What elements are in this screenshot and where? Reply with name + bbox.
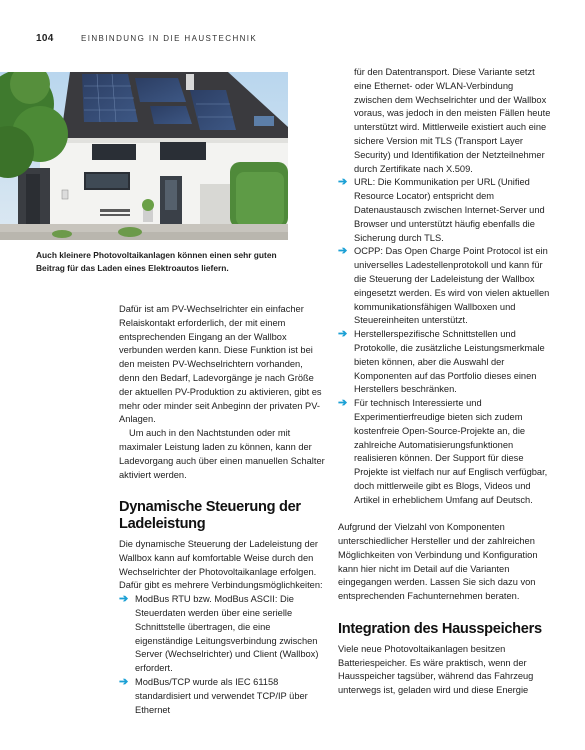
figure-caption: Auch kleinere Photovoltaikanlagen können einen sehr guten Beitrag für das Laden eines Elektroautos liefern. — [36, 250, 277, 273]
paragraph: Aufgrund der Vielzahl von Komponenten unterschiedlicher Hersteller und der zahlreichen Möglichkeiten von Verbindung und Konfiguration kann hier nicht im Detail auf die Varianten eingegangen werden. Lassen Sie sich dazu von entsprechenden Fachunternehmen beraten. — [338, 522, 538, 602]
paragraph: Die dynamische Steuerung der Ladeleistung der Wallbox kann auf komfortable Weise durch den Wechselrichter der Photovoltaikanlage erfolgen. Dafür gibt es mehrere Verbindungsmöglichkeiten: — [119, 538, 323, 591]
arrow-right-icon: ➔ — [338, 397, 348, 410]
bullet-item — [338, 245, 552, 328]
running-title: EINBINDUNG IN DIE HAUSTECHNIK — [81, 34, 258, 43]
right-column — [338, 66, 552, 698]
bullet-text: OCPP: Das Open Charge Point Protocol ist ein universelles Ladestellenprotokoll und kann für die Steuerung der Ladeleistung der Wallbox eingesetzt werden. Es wird von vielen aktuellen kommunikationsfähigen Wallboxen und Steuereinheiten unterstützt. — [354, 246, 550, 326]
paragraph: Viele neue Photovoltaikanlagen besitzen Batteriespeicher. Es wäre praktisch, wenn der Hausspeicher tagsüber, während das Fahrzeug unterwegs ist, geladen wird und diese Energie — [338, 643, 534, 696]
arrow-right-icon: ➔ — [119, 675, 129, 688]
paragraph: Um auch in den Nachtstunden oder mit maximaler Leistung laden zu können, kann der Ladevorgang auch über einen manuellen Schalter aktiviert werden. — [119, 428, 325, 480]
bullet-item — [338, 397, 552, 507]
bullet-text: Herstellerspezifische Schnittstellen und Protokolle, die zusätzliche Leistungsmerkmale bieten können, aber die Auswahl der Komponenten auf das Portfolio dieses einen Herstellers beschränken. — [354, 329, 545, 395]
arrow-right-icon: ➔ — [338, 328, 348, 341]
bullet-text: ModBus/TCP wurde als IEC 61158 standardisiert und verwendet TCP/IP über Ethernet — [135, 676, 308, 715]
section-heading: Integration des Hausspeichers — [338, 621, 542, 638]
house-photo — [0, 72, 288, 240]
bullet-item — [119, 593, 326, 676]
arrow-right-icon: ➔ — [119, 593, 129, 606]
bullet-item — [338, 328, 552, 397]
paragraph: Dafür ist am PV-Wechselrichter ein einfacher Relaiskontakt erforderlich, der mit einem entsprechenden Eingang an der Wallbox verbunden werden kann. Diese Funktion ist bei den meisten PV-Wechselrichtern vorhanden, denn den Bedarf, Ladevorgänge je nach Größe der aktuellen PV-Produktion zu aktivieren, gibt es mehr oder minder seit Anbeginn der privaten PV-Anlagen. — [119, 304, 322, 425]
arrow-right-icon: ➔ — [338, 245, 348, 258]
continuation-text: für den Datentransport. Diese Variante setzt eine Ethernet- oder WLAN-Verbindung zwischen dem Wechselrichter und der Wallbox voraus, was jedoch in den meisten Fällen heute unterstützt wird. Mittlerweile existiert auch eine sichere Version mit TLS (Transport Layer Security) und Identifikation der Netzteilnehmer durch Zertifikate nach X.509. — [354, 67, 551, 174]
bullet-text: URL: Die Kommunikation per URL (Unified Resource Locator) entspricht dem Datenaustausch zwischen Internet-Server und Browser und unterstützt häufig ebenfalls die Sicherung durch TLS. — [354, 177, 545, 243]
arrow-right-icon: ➔ — [338, 176, 348, 189]
bullet-text: ModBus RTU bzw. ModBus ASCII: Die Steuerdaten werden über eine serielle Schnittstelle übertragen, die eine eigenständige Leitungsverbindung zwischen Server (Wechselrichter) und Client (Wallbox) erfordert. — [135, 594, 319, 674]
left-column — [119, 303, 326, 717]
bullet-item — [338, 176, 552, 245]
page-number: 104 — [36, 33, 54, 44]
section-heading: Dynamische Steuerung der Ladeleistung — [119, 499, 301, 533]
bullet-item — [119, 676, 326, 717]
bullet-text: Für technisch Interessierte und Experimentierfreudige bieten sich zudem kostenfreie Open-Source-Projekte an, die zahlreiche Automatisierungsfunktionen realisieren können. Der Support für diese Projekte ist vielfach nur auf Englisch verfügbar, doch mittlerweile gibt es Blogs, Videos und Artikel in erheblichem Umfang auf Deutsch. — [354, 398, 548, 505]
